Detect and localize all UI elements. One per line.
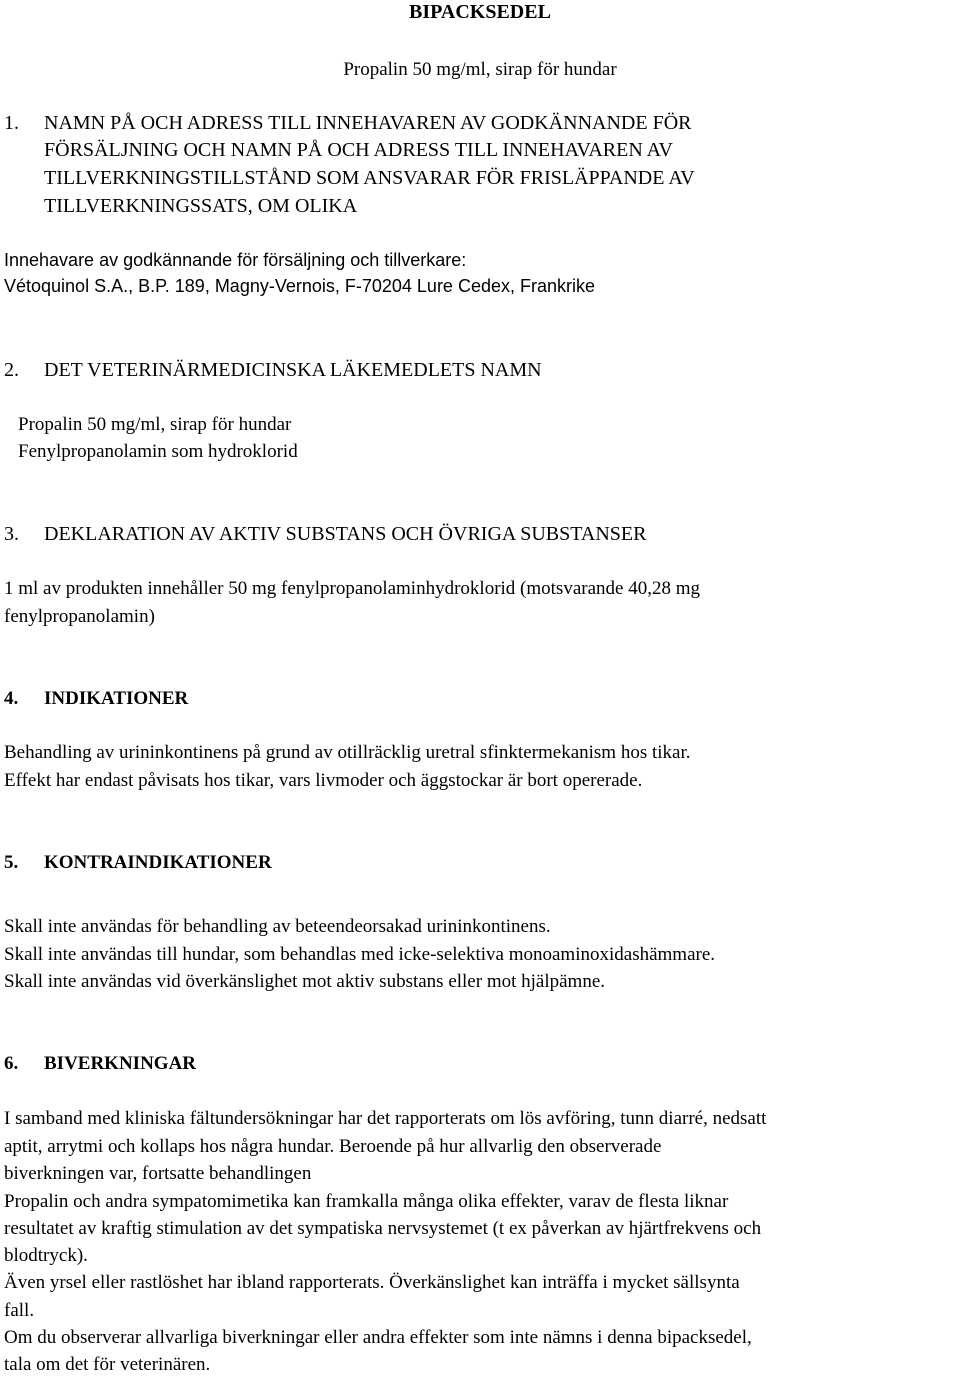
body-line: fenylpropanolamin) (4, 606, 155, 627)
body-line: I samband med kliniska fältundersökningar har det rapporterats om lös avföring, tunn diarré, nedsatt (4, 1108, 767, 1129)
body-line: 1 ml av produkten innehåller 50 mg fenylpropanolaminhydroklorid (motsvarande 40,28 mg (4, 578, 700, 599)
section-heading-line: NAMN PÅ OCH ADRESS TILL INNEHAVAREN AV GODKÄNNANDE FÖR (44, 112, 692, 134)
section-heading: INDIKATIONER (44, 688, 189, 709)
body-line: tala om det för veterinären. (4, 1354, 211, 1375)
section-heading-line: FÖRSÄLJNING OCH NAMN PÅ OCH ADRESS TILL INNEHAVAREN AV (44, 139, 673, 161)
body-line: resultatet av kraftig stimulation av det sympatiska nervsystemet (t ex påverkan av hjärtfrekvens och (4, 1218, 762, 1239)
section-heading: KONTRAINDIKATIONER (44, 852, 272, 873)
section-number: 6. (4, 1053, 19, 1074)
section-heading-line: TILLVERKNINGSTILLSTÅND SOM ANSVARAR FÖR FRISLÄPPANDE AV (44, 167, 695, 189)
body-line: blodtryck). (4, 1245, 88, 1266)
body-line: Propalin 50 mg/ml, sirap för hundar (18, 414, 292, 435)
body-line: fall. (4, 1300, 35, 1321)
section-number: 4. (4, 688, 19, 709)
section-number: 5. (4, 852, 19, 873)
section-heading: DEKLARATION AV AKTIV SUBSTANS OCH ÖVRIGA SUBSTANSER (44, 523, 647, 545)
body-line: Om du observerar allvarliga biverkningar eller andra effekter som inte nämns i denna bipacksedel, (4, 1327, 752, 1348)
body-line: Effekt har endast påvisats hos tikar, vars livmoder och äggstockar är bort opererade. (4, 770, 643, 791)
body-line: Även yrsel eller rastlöshet har ibland rapporterats. Överkänslighet kan inträffa i mycket sällsynta (4, 1272, 740, 1293)
body-line: Innehavare av godkännande för försäljning och tillverkare: (4, 250, 467, 270)
section-heading: DET VETERINÄRMEDICINSKA LÄKEMEDLETS NAMN (44, 359, 542, 381)
section-number: 1. (4, 112, 19, 134)
document-subtitle: Propalin 50 mg/ml, sirap för hundar (343, 59, 617, 80)
document-title: BIPACKSEDEL (409, 1, 551, 23)
body-line: Skall inte användas till hundar, som behandlas med icke-selektiva monoaminoxidashämmare. (4, 944, 716, 965)
section-heading: BIVERKNINGAR (44, 1053, 197, 1074)
body-line: Skall inte användas vid överkänslighet mot aktiv substans eller mot hjälpämne. (4, 971, 606, 992)
body-line: aptit, arrytmi och kollaps hos några hundar. Beroende på hur allvarlig den observerade (4, 1136, 662, 1157)
body-line: Skall inte användas för behandling av beteendeorsakad urininkontinens. (4, 916, 551, 937)
body-line: Behandling av urininkontinens på grund av otillräcklig uretral sfinktermekanism hos tikar. (4, 742, 691, 763)
body-line: Vétoquinol S.A., B.P. 189, Magny-Vernois, F-70204 Lure Cedex, Frankrike (4, 276, 595, 296)
body-line: Fenylpropanolamin som hydroklorid (18, 441, 298, 462)
section-number: 3. (4, 523, 19, 545)
body-line: biverkningen var, fortsatte behandlingen (4, 1163, 312, 1184)
section-heading-line: TILLVERKNINGSSATS, OM OLIKA (44, 195, 358, 217)
body-line: Propalin och andra sympatomimetika kan framkalla många olika effekter, varav de flesta liknar (4, 1191, 729, 1212)
section-number: 2. (4, 359, 19, 381)
